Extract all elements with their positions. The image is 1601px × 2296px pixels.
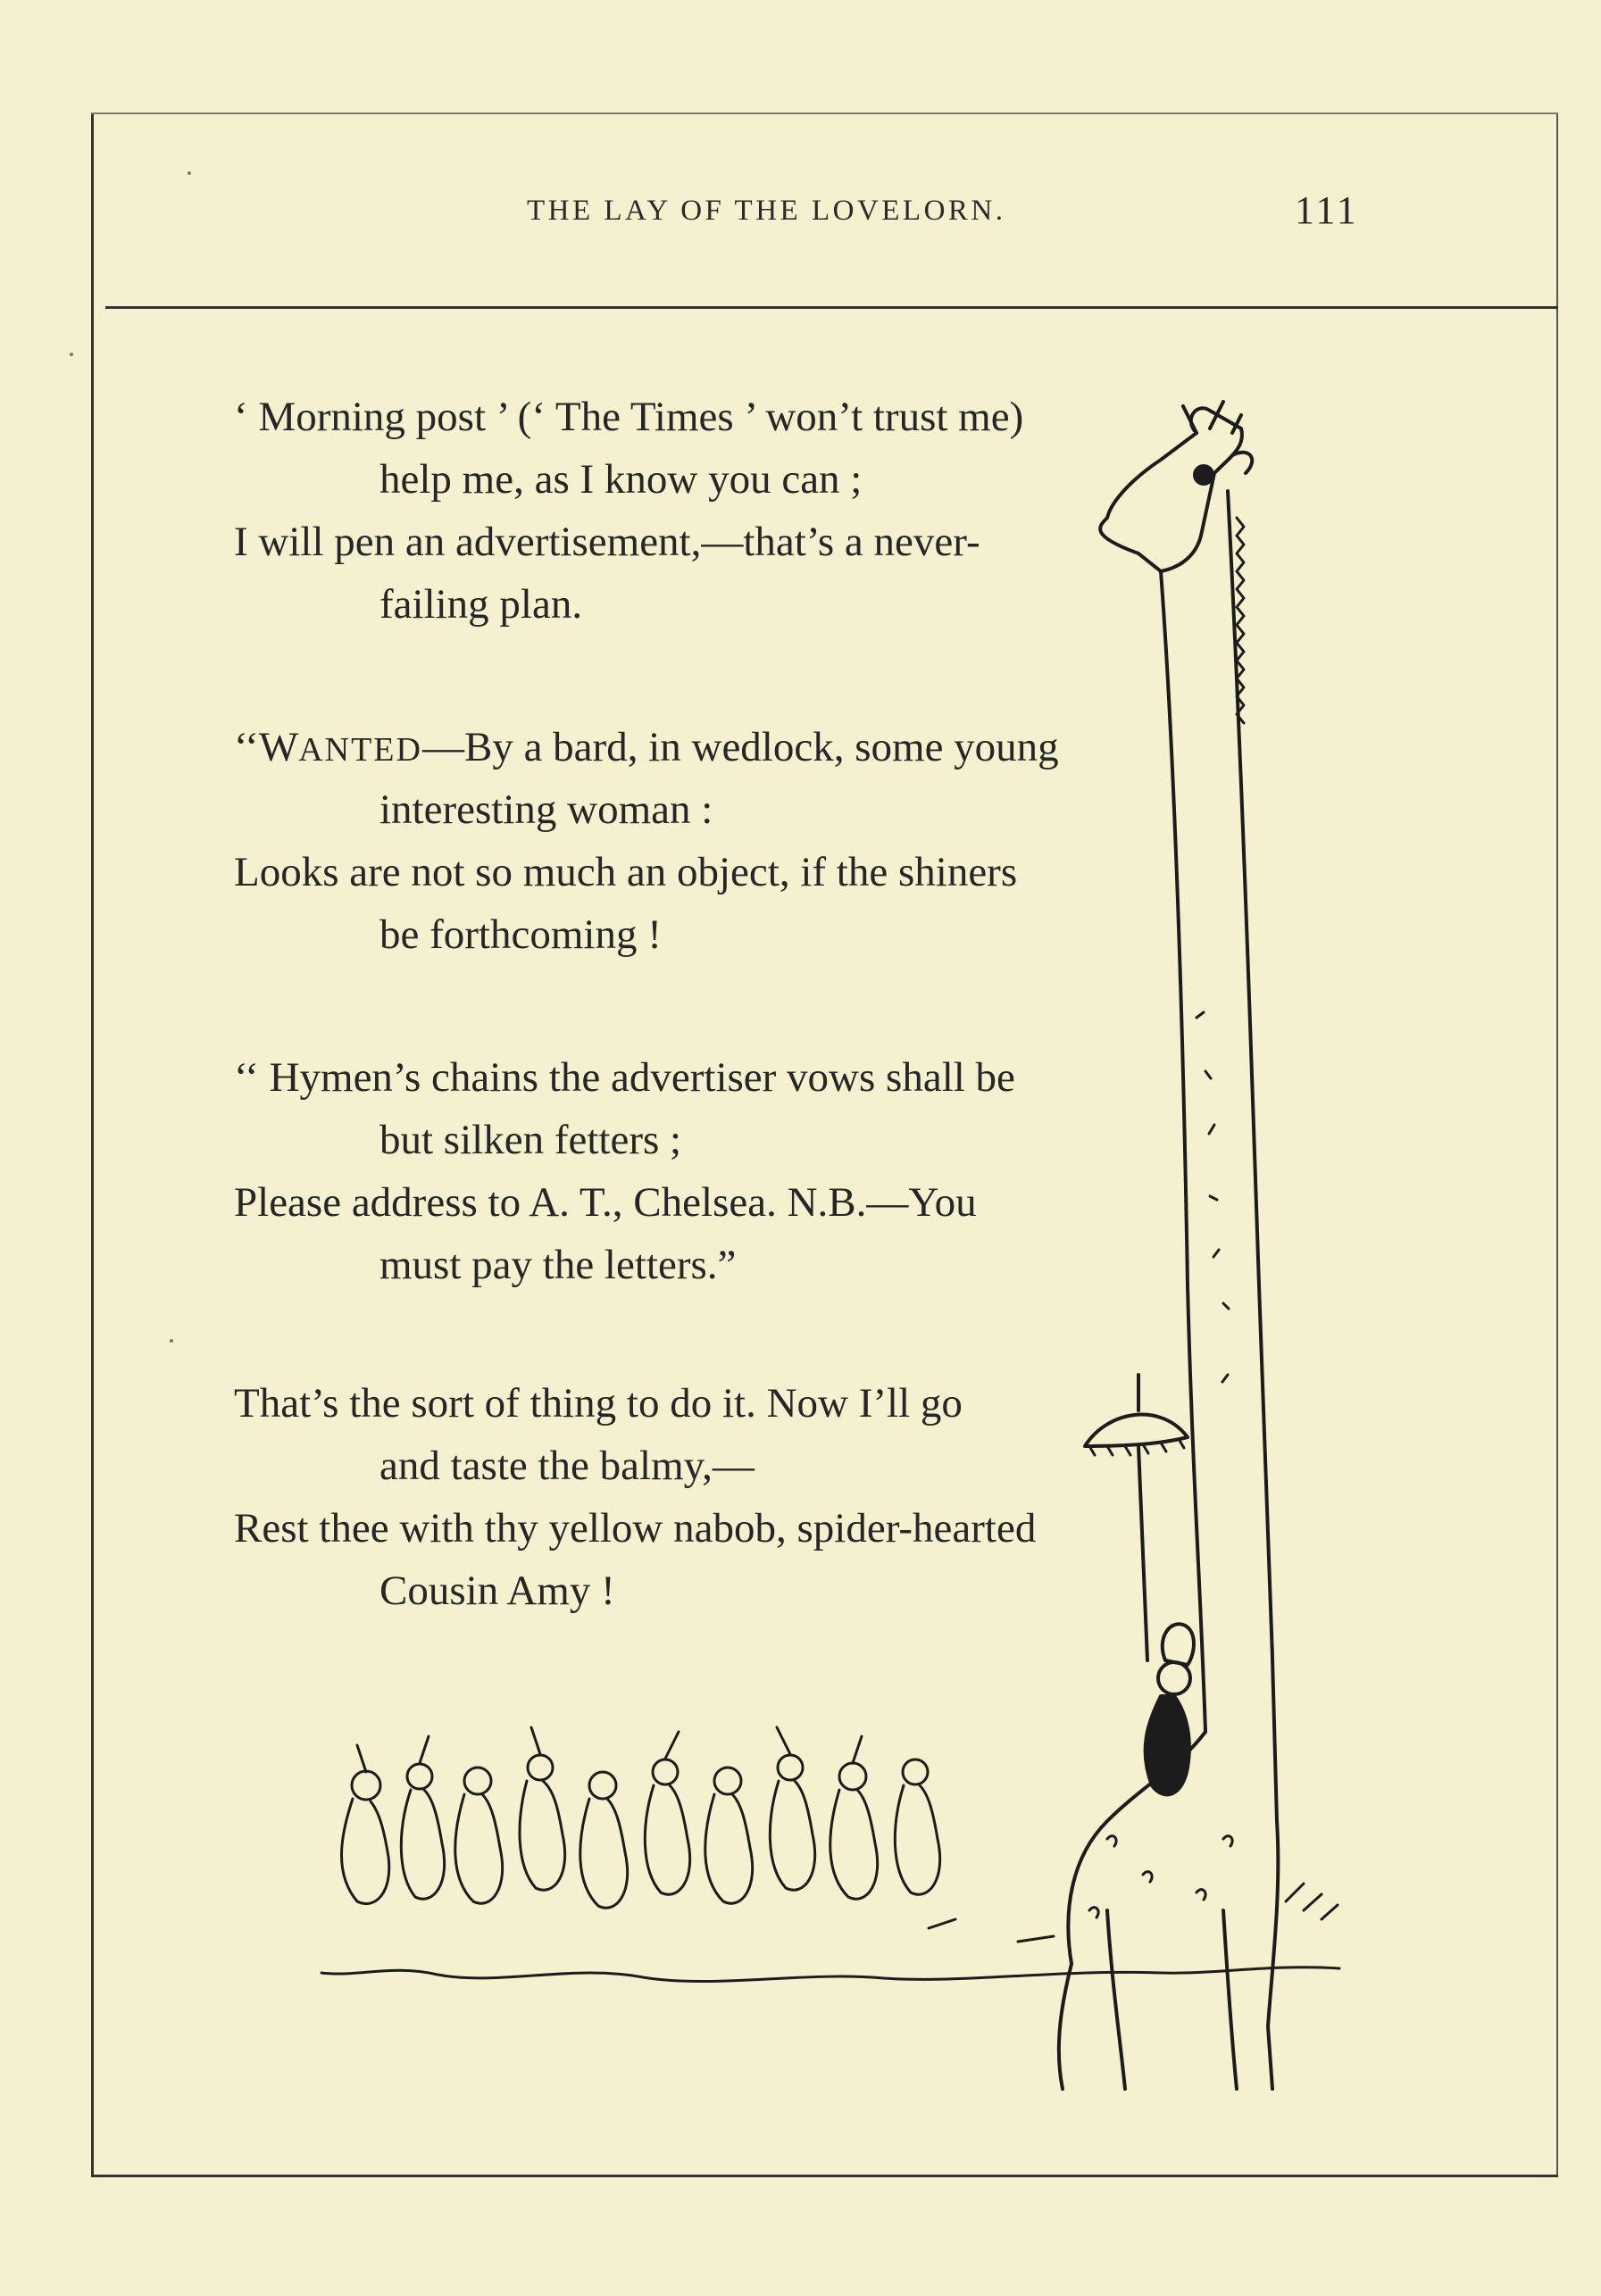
giraffe-neck-front <box>1161 571 1205 1732</box>
page-frame-bottom <box>91 2175 1558 2177</box>
page-frame-top <box>91 112 1558 114</box>
poem-line: That’s the sort of thing to do it. Now I’ll go <box>234 1380 963 1427</box>
giraffe-neck-spots <box>1197 1012 1229 1382</box>
print-speck <box>188 171 191 175</box>
giraffe-head <box>1100 408 1242 571</box>
open-quote: ‘‘ <box>234 724 259 770</box>
giraffe-illustration <box>304 393 1375 2107</box>
giraffe-eye <box>1195 466 1213 484</box>
print-speck <box>170 1339 173 1343</box>
page-frame-left <box>91 114 94 2176</box>
poem-line: interesting woman : <box>379 786 713 833</box>
poem-line: and taste the balmy,— <box>379 1443 755 1489</box>
poem-line: but silken fetters ; <box>379 1117 682 1163</box>
poem-line: Cousin Amy ! <box>379 1568 615 1614</box>
giraffe-ear <box>1232 453 1252 473</box>
page-number: 111 <box>1295 188 1359 232</box>
poem-line: I will pen an advertisement,—that’s a never- <box>234 519 980 565</box>
rider-body <box>1146 1696 1189 1794</box>
poem-line: Rest thee with thy yellow nabob, spider-hearted <box>234 1505 1037 1551</box>
small-caps-word: ANTED <box>298 731 422 769</box>
print-speck <box>70 353 73 356</box>
giraffe-neck-back <box>1228 491 1277 1821</box>
parasol-canopy <box>1085 1415 1188 1446</box>
ground-line <box>321 1967 1339 1982</box>
running-title: THE LAY OF THE LOVELORN. <box>527 195 1006 227</box>
poem-line: Please address to A. T., Chelsea. N.B.—You <box>234 1179 977 1226</box>
poem-line: Looks are not so much an object, if the shiners <box>234 849 1018 895</box>
crowd-figures <box>342 1727 940 1908</box>
poem-line: be forthcoming ! <box>379 911 662 958</box>
rider-head <box>1158 1662 1190 1694</box>
giraffe-body-spots <box>1089 1836 1232 1917</box>
poem-line: ‘‘ Hymen’s chains the advertiser vows shall be <box>234 1054 1015 1101</box>
poem-line: ‘ Morning post ’ (‘ The Times ’ won’t trust me) <box>234 394 1024 440</box>
header-rule <box>105 306 1558 309</box>
poem-line: failing plan. <box>379 581 583 628</box>
poem-line: help me, as I know you can ; <box>379 456 863 503</box>
giraffe-legs <box>1059 1910 1272 2089</box>
small-caps-initial: W <box>258 724 299 770</box>
page-frame-right <box>1556 114 1558 2176</box>
poem-line: must pay the letters.” <box>379 1242 737 1288</box>
rider-turban <box>1163 1624 1194 1665</box>
line-rest: —By a bard, in wedlock, some young <box>421 724 1059 770</box>
parasol-handle <box>1138 1375 1147 1660</box>
